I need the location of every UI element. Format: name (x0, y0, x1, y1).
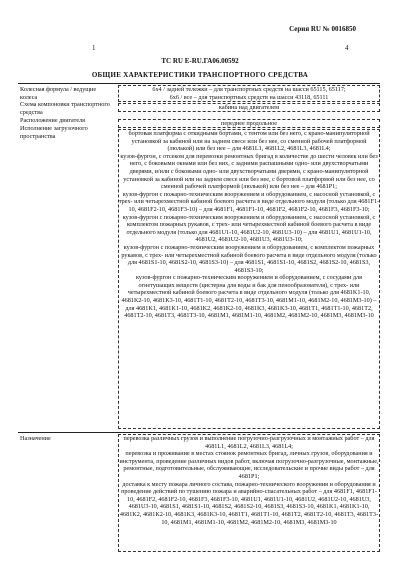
series-number: Серия RU № 0016850 (289, 25, 356, 33)
table-top-rule (18, 83, 380, 84)
purpose-paragraph: перевозка различных грузов и выполнение погрузочно-разгрузочных и монтажных работ – для 4681L1, 4681L2, 4681L3, 4681L4; (123, 435, 375, 450)
cargo-paragraph: кузов-фургон с пожарно-техническим вооружением и оборудованием, с комплектом пожарных рукавов, с трех- или четырехместной кабиной боевого расчета в виде отдельного модуля (только для 4681S1-10, 4681S2-10, 4681S3-10) – для 4681S1, 4681S1-10, 4681S2, 4681S2-10, 4681S3, 4681S3-10; (121, 243, 377, 274)
engine-position-value: переднее продольное (221, 120, 277, 127)
purpose-paragraph: доставка к месту пожара личного состава, пожарно-технического вооружения и оборудования и проведение действий по тушению пожара и аварийно-спасательных работ – для 4681F1, 4681F1-10, 4681F2, 4681F2-10, 4681F3, 4681F3-10, 4681U1, 4681U1-10, 4681U2, 4681U2-10, 4681U3, 4681U3-10, 4681S1, 4681S1-10, 4681S2, 4681S2-10, 4681S3, 4681S3-10, 4681K1, 4681K1-10, 4681K2, 4681K2-10, 4681K3, 4681K3-10, 4681T1, 4681T1-10, 4681T2, 4681T2-10, 4681T3, 4681T3-10, 4681M1, 4681M1-10, 4681M2, 4681M2-10, 4681M3, 4681M3-10 (119, 480, 379, 526)
cargo-paragraph: кузов-фургон с пожарно-техническим вооружением и оборудованием, с насосной установкой, с трех- или четырехместной кабиной боевого расчета в виде отдельного модуля (только для 4681F1-10, 4681F2-10, 4681F3-10) – для 4681F1, 4681F1-10, 4681F2, 4681F2-10, 4681F3, 4681F3-10; (118, 190, 380, 213)
cargo-space-value (118, 130, 380, 320)
label-purpose: Назначение (20, 435, 51, 442)
label-cargo-space: Исполнение загрузочного пространства (20, 125, 88, 140)
cargo-paragraph: кузов-фургон с пожарно-техническим вооружением и оборудованием, с насосной установкой, с комплектом пожарных рукавов, с трех- или четырехместной кабиной боевого расчета в виде отдельного модуля (только для 4681U1-10, 4681U2-10, 4681U3-10) – для 4681U1, 4681U1-10, 4681U2, 4681U2-10, 4681U3, 4681U3-10; (122, 213, 376, 244)
cargo-paragraph: кузов-фургон с пожарно-техническим вооружением и оборудованием, с сосудами для огнетушащих веществ (цистерна для воды и бак для пенообразователя), с трех- или четырехместной кабиной боевого расчета в виде отдельного модуля (только для 4681K1-10, 4681K2-10, 4681K3-10, 4681T1-10, 4681T2-10, 4681T3-10, 4681M1-10, 4681M2-10, 4681M3-10) – для 4681K1, 4681K1-10, 4681K2, 4681K2-10, 4681K3, 4681K3-10, 4681T1, 4681T1-10, 4681T2, 4681T2-10, 4681T3, 4681T3-10, 4681M1, 4681M1-10, 4681M2, 4681M2-10, 4681M3, 4681M3-10 (121, 274, 377, 320)
section-title: ОБЩИЕ ХАРАКТЕРИСТИКИ ТРАНСПОРТНОГО СРЕДСТВА (91, 71, 309, 79)
cargo-paragraph: кузов-фургон, с отсеком для перевозки ремонтных бригад в количестве до шести человек или без него, с боковыми окнами или без них, с задними распашными одно- или двухстворчатыми дверями, и/или с боковыми одно- или двухстворчатыми дверями, с крано-манипуляторной установкой за кабиной или на заднем свесе или без нее, с бортовой платформой или без нее, со сменной рабочей платформой (люлькой) или без нее – для 4681Р1; (120, 152, 378, 191)
certificate-number: TC RU E-RU.ГА06.00592 (161, 57, 239, 65)
page-number-right: 4 (345, 44, 349, 52)
wheel-formula-line: 6х4 / задней тележки – для транспортных средств на шасси 65115, 65117; (152, 86, 346, 93)
purpose-paragraph: перевозка и проживание в местах стоянок ремонтных бригад, личных грузов, оборудования и инструмента, проведение различных видов работ, включая погрузочно-разгрузочные, монтажные, ремонтные, подготовительные, обслуживающие, исследовательские и прочие виды работ – для 4681Р1; (119, 450, 379, 480)
label-engine-position: Расположение двигателя (20, 117, 86, 124)
label-wheel-formula: Колесная формула / ведущие колеса (20, 86, 97, 101)
wheel-formula-line: 6х6 / все – для транспортных средств на шасси 43118, 65111 (169, 93, 329, 101)
wheel-formula-value (118, 86, 380, 101)
purpose-value (118, 435, 380, 526)
page-number-left: 1 (92, 44, 96, 52)
cargo-paragraph: бортовая платформа с откидными бортами, с тентом или без него, с крано-манипуляторной установкой за кабиной или на заднем свесе или без нее, со сменной рабочей платформой (люлькой) или без нее – для 4681L1, 4681L2, 4681L3, 4681L4; (128, 130, 370, 153)
layout-scheme-value: кабина над двигателем (218, 104, 280, 111)
label-layout-scheme: Схема компоновки транспортного средства (20, 101, 110, 116)
table-divider-rule (18, 432, 380, 433)
